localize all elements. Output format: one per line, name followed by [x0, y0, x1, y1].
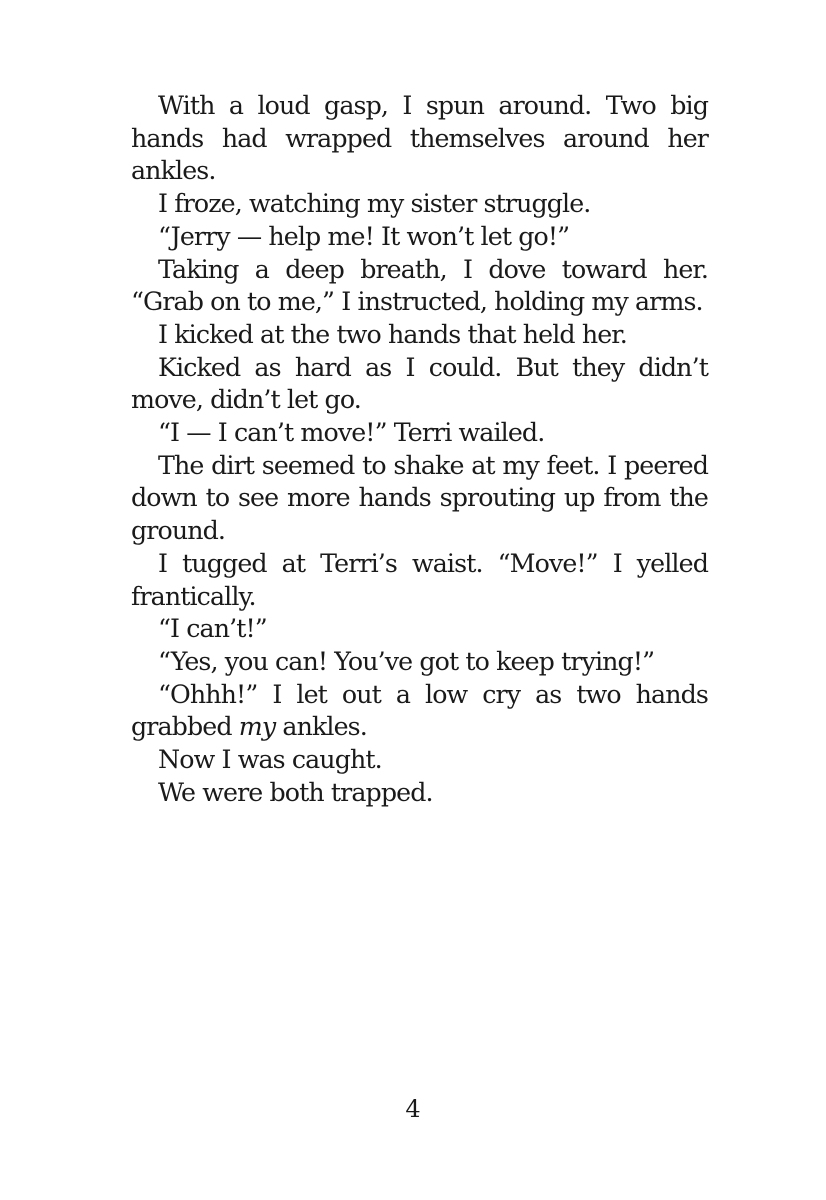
page-number: 4: [405, 1095, 421, 1123]
paragraph-13: Now I was caught.: [158, 745, 382, 775]
paragraph-8: The dirt seemed to shake at my feet. I peered down to see more hands sprouting up from the ground.: [131, 450, 708, 546]
paragraph-14: We were both trapped.: [158, 777, 433, 807]
paragraph-2: I froze, watching my sister struggle.: [158, 189, 591, 219]
emphasis-my: my: [238, 712, 276, 742]
paragraph-12: [131, 679, 708, 744]
paragraph-4: Taking a deep breath, I dove toward her. “Grab on to me,” I instructed, holding my arms.: [131, 254, 708, 317]
paragraph-5: I kicked at the two hands that held her.: [158, 319, 627, 349]
body-text: [131, 90, 708, 809]
paragraph-6: Kicked as hard as I could. But they didn’t move, didn’t let go.: [131, 352, 708, 415]
paragraph-12-after: ankles.: [275, 712, 367, 742]
paragraph-1: With a loud gasp, I spun around. Two big hands had wrapped themselves around her ankles.: [131, 91, 708, 186]
paragraph-7: “I — I can’t move!” Terri wailed.: [158, 418, 545, 448]
paragraph-3: “Jerry — help me! It won’t let go!”: [158, 221, 570, 251]
paragraph-9: I tugged at Terri’s waist. “Move!” I yelled frantically.: [131, 548, 708, 611]
paragraph-12-before: “Ohhh!” I let out a low cry as two hands grabbed: [131, 679, 708, 742]
paragraph-10: “I can’t!”: [158, 614, 267, 644]
paragraph-11: “Yes, you can! You’ve got to keep trying!”: [158, 646, 655, 676]
